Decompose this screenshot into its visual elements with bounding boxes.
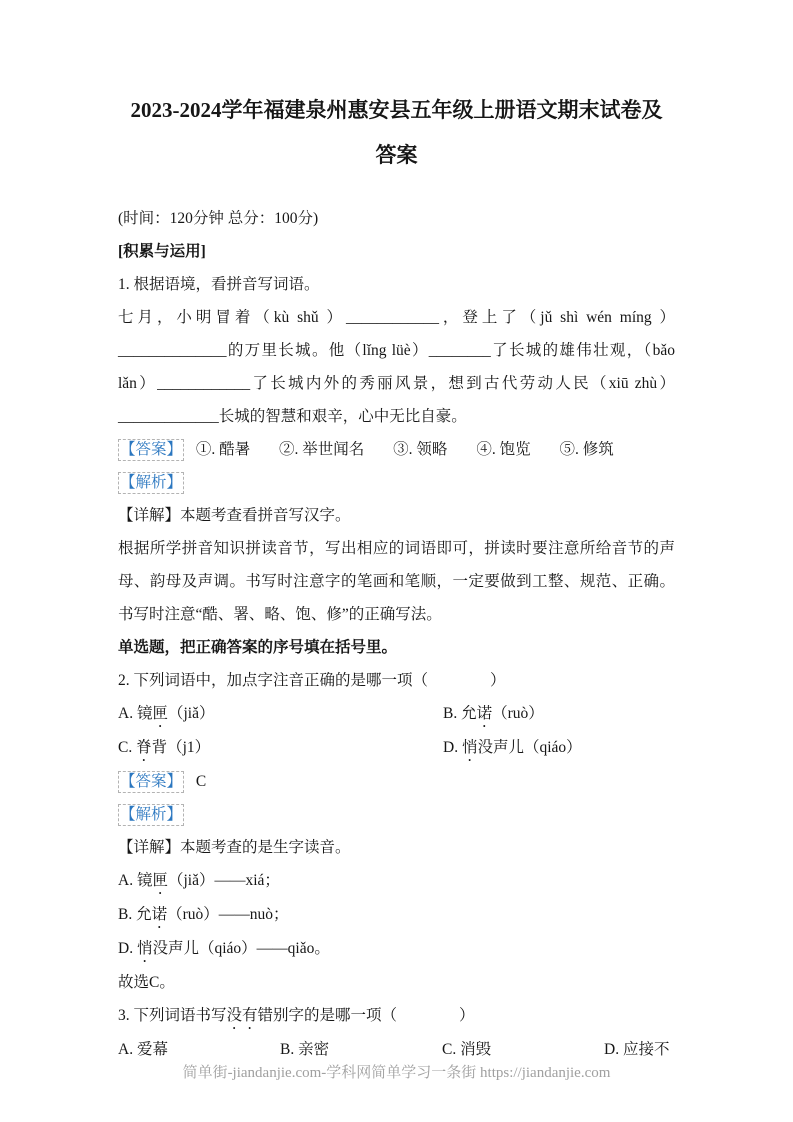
q1-answer-item-5: ⑤. 修筑 [559,441,614,458]
q2-analysis-line [118,798,675,831]
q3-option-d: D. 应接不 [604,1041,670,1058]
q1-detail-head: 【详解】本题考查看拼音写汉字。 [118,507,351,524]
answer-badge: 【答案】 [118,771,184,793]
emphasized-char: 匣 [152,705,168,722]
detail-text: （ruò）——nuò； [167,906,289,923]
q2-options-row-1 [118,697,675,731]
site-footer: 简单街-jiandanjie.com-学科网简单学习一条街 https://jiandanjie.com [182,1065,611,1081]
q1-answer-item-1: ①. 酷暑 [195,441,251,458]
emphasized-char: 诺 [151,906,168,923]
analysis-badge: 【解析】 [118,804,184,826]
q3-prompt [118,999,675,1033]
q3-option-b: B. 亲密 [280,1041,330,1058]
q2-option-d [443,731,675,765]
detail-text: A. 镜 [118,872,153,889]
option-text: D. [443,739,462,756]
q2-conclusion: 故选C。 [118,974,175,991]
detail-text: （jiǎ）——xiá； [167,872,280,889]
q2-detail-head: 【详解】本题考查的是生字读音。 [118,839,351,856]
q2-detail-line-a [118,864,675,898]
q2-option-c [118,731,443,765]
q2-answer-line [118,765,675,798]
exam-meta: (时间：120分钟 总分：100分) [118,210,319,227]
q1-answer-item-3: ③. 领略 [393,441,448,458]
q3-option-c: C. 消毁 [442,1041,492,1058]
q1-answer-line [118,433,675,466]
option-text: （jiǎ） [167,705,215,722]
q2-detail-line-d [118,932,675,966]
emphasized-char: 悄 [136,940,153,957]
q1-passage: 七月，小明冒着（kù shǔ ）____________，登上了（jǔ shì wén míng ）______________的万里长城。他（lǐng lüè）________了长城的雄伟壮观，（bǎo lǎn）____________了长城内外的秀丽风景，想到古代劳动人民（xiū zhù）_____________长城的智慧和艰辛，心中无比自豪。 [118,309,675,425]
detail-text: 没声儿（qiáo）——qiǎo。 [152,940,330,957]
emphasized-char: 脊 [136,739,152,756]
emphasized-chars: 没有 [226,1007,258,1024]
option-text: B. 允 [443,705,477,722]
q2-detail-line-b [118,898,675,932]
q3-option-a: A. 爱幕 [118,1041,168,1058]
section-header-accumulation: [积累与运用] [118,243,206,260]
analysis-badge: 【解析】 [118,472,184,494]
detail-text: D. [118,940,137,957]
option-text: C. [118,739,137,756]
q2-option-b [443,697,675,731]
q1-answer-item-2: ②. 举世闻名 [279,441,365,458]
q2-option-a [118,697,443,731]
q1-answer-item-4: ④. 饱览 [476,441,531,458]
q1-detail-body: 根据所学拼音知识拼读音节，写出相应的词语即可，拼读时要注意所给音节的声母、韵母及声调。书写时注意字的笔画和笔顺，一定要做到工整、规范、正确。书写时注意“酷、署、略、饱、修”的正确写法。 [118,540,675,623]
emphasized-char: 诺 [476,705,493,722]
q2-prompt: 2. 下列词语中，加点字注音正确的是哪一项（ ） [118,672,506,689]
q1-prompt: 1. 根据语境，看拼音写词语。 [118,276,320,293]
option-text: 没声儿（qiáo） [477,739,582,756]
emphasized-char: 悄 [461,739,478,756]
section-header-single-choice: 单选题，把正确答案的序号填在括号里。 [118,639,398,656]
detail-text: B. 允 [118,906,152,923]
q2-options-row-2 [118,731,675,765]
option-text: A. 镜 [118,705,153,722]
prompt-text: 错别字的是哪一项（ ） [257,1007,475,1024]
option-text: （ruò） [492,705,544,722]
q2-answer-value: C [195,773,207,790]
option-text: 背（j1） [151,739,211,756]
answer-badge: 【答案】 [118,439,184,461]
q1-analysis-line [118,466,675,499]
prompt-text: 3. 下列词语书写 [118,1007,227,1024]
page-title: 2023-2024学年福建泉州惠安县五年级上册语文期末试卷及答案 [130,98,663,167]
emphasized-char: 匣 [152,872,168,889]
